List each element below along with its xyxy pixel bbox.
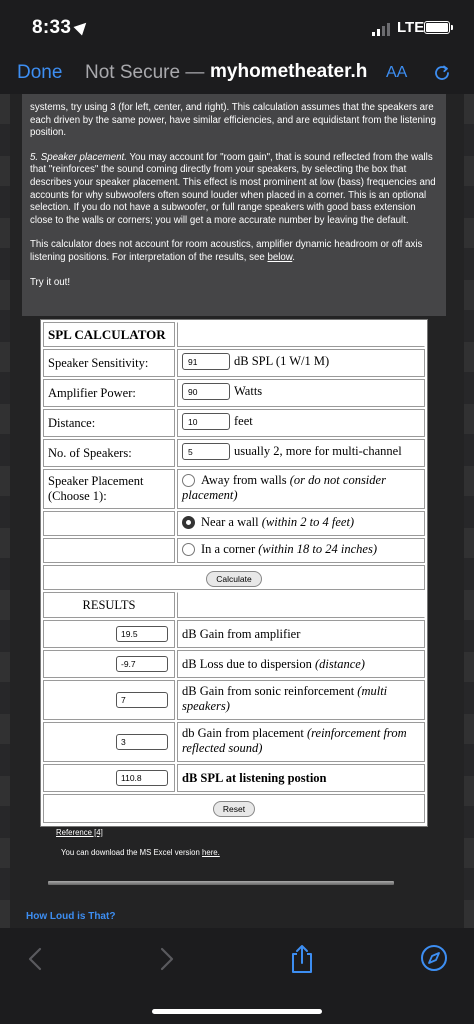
- wall-note: (within 2 to 4 feet): [261, 515, 355, 529]
- browser-toolbar: [0, 56, 474, 94]
- calc-title: SPL CALCULATOR: [43, 322, 175, 347]
- back-chevron-icon[interactable]: [25, 946, 45, 972]
- disclaimer-text: This calculator does not account for room acoustics, amplifier dynamic headroom or off axis listening positions. For interpretation of the results, see: [30, 239, 423, 263]
- placement-empty-1: [43, 511, 175, 536]
- away-note: (or do not consider placement): [182, 473, 386, 502]
- calc-title-spacer: [177, 322, 425, 347]
- results-header-row: [43, 592, 425, 618]
- speakers-input[interactable]: 5: [182, 443, 230, 460]
- divider: [48, 881, 394, 885]
- how-loud-link[interactable]: How Loud is That?: [26, 911, 116, 922]
- reset-row: [43, 794, 425, 823]
- download-here-link[interactable]: here.: [202, 848, 220, 857]
- away-label: Away from walls: [201, 473, 287, 487]
- placement-option-corner[interactable]: [177, 538, 425, 563]
- distance-label: Distance:: [43, 409, 175, 437]
- intro-paragraph-2: [30, 152, 438, 228]
- status-bar: [0, 0, 474, 56]
- reset-cell: [43, 794, 425, 823]
- dispersion-loss-note: (distance): [314, 656, 365, 671]
- network-type: LTE: [397, 19, 425, 36]
- result-row-dispersion: [43, 650, 425, 678]
- result-row-total: [43, 764, 425, 792]
- results-header-spacer: [177, 592, 425, 618]
- calculate-button[interactable]: Calculate: [206, 571, 261, 587]
- reference-link[interactable]: Reference [4]: [56, 828, 103, 837]
- distance-unit: feet: [234, 414, 253, 428]
- calc-title-row: [43, 322, 425, 347]
- placement-gain-label: db Gain from placement: [182, 726, 304, 740]
- calculate-cell: [43, 565, 425, 590]
- placement-row-wall: [43, 511, 425, 536]
- intro-panel: [22, 94, 446, 316]
- sensitivity-label: Speaker Sensitivity:: [43, 349, 175, 377]
- speaker-placement-text: You may account for "room gain", that is sound reflected from the walls that "reinforces" the sound coming directly from your speakers, by selecting the box that describes your speaker placement. This effect is most prominent at low (bass) frequencies and accounts for why subwoofers often sound louder when placed in a corner. This is an optional selection. If you do not have a subwoofer, or full range speakers with good bass extension close to the walls or corners; you will get a more accurate number by leaving the default.: [30, 151, 436, 226]
- battery-icon: [424, 21, 450, 34]
- placement-label: Speaker Placement (Choose 1):: [43, 469, 175, 509]
- sensitivity-input[interactable]: 91: [182, 353, 230, 370]
- reset-button[interactable]: Reset: [213, 801, 255, 817]
- power-label: Amplifier Power:: [43, 379, 175, 407]
- placement-row-away: [43, 469, 425, 509]
- spl-calculator-table: [40, 319, 428, 827]
- input-row-sensitivity: [43, 349, 425, 377]
- speaker-placement-heading: 5. Speaker placement.: [30, 151, 127, 163]
- placement-gain-output: 3: [116, 734, 168, 750]
- security-indicator: Not Secure —: [85, 62, 205, 83]
- reinforcement-gain-output: 7: [116, 692, 168, 708]
- speakers-label: No. of Speakers:: [43, 439, 175, 467]
- signal-bars-icon: [372, 22, 390, 36]
- download-text: [61, 848, 220, 857]
- result-value-cell-3: [43, 680, 175, 720]
- placement-option-away[interactable]: [177, 469, 425, 509]
- status-time: 8:33: [32, 17, 72, 38]
- result-value-cell-2: [43, 650, 175, 678]
- radio-away-icon[interactable]: [182, 474, 195, 487]
- amplifier-gain-output: 19.5: [116, 626, 168, 642]
- download-label: You can download the MS Excel version: [61, 848, 203, 857]
- placement-option-wall[interactable]: [177, 511, 425, 536]
- sensitivity-unit: dB SPL (1 W/1 M): [234, 354, 330, 368]
- intro-paragraph-3: [30, 239, 438, 264]
- distance-input[interactable]: 10: [182, 413, 230, 430]
- reader-aa-button[interactable]: AA: [386, 64, 408, 81]
- calculate-row: [43, 565, 425, 590]
- share-icon[interactable]: [288, 944, 316, 974]
- result-value-cell-1: [43, 620, 175, 648]
- reinforcement-gain-note: (multi speakers): [182, 684, 388, 713]
- dispersion-loss-label: dB Loss due to dispersion: [182, 656, 312, 671]
- total-spl-output: 110.8: [116, 770, 168, 786]
- result-row-reinforcement: [43, 680, 425, 720]
- intro-paragraph-1: systems, try using 3 (for left, center, and right). This calculation assumes that the speakers are each driven by the same power, have similar efficiencies, and are equidistant from the listening position.: [30, 102, 436, 139]
- placement-row-corner: [43, 538, 425, 563]
- url-host[interactable]: myhometheater.h: [210, 61, 368, 82]
- result-row-amplifier: [43, 620, 425, 648]
- try-it-out: Try it out!: [30, 276, 71, 288]
- compass-safari-icon[interactable]: [420, 944, 448, 972]
- amplifier-gain-label: dB Gain from amplifier: [182, 626, 301, 641]
- wall-label: Near a wall: [201, 515, 259, 529]
- home-indicator: [152, 1009, 322, 1014]
- below-link[interactable]: below: [267, 251, 293, 263]
- speakers-unit: usually 2, more for multi-channel: [234, 444, 402, 458]
- reload-icon[interactable]: [432, 63, 452, 83]
- input-row-speakers: [43, 439, 425, 467]
- corner-label: In a corner: [201, 542, 256, 556]
- input-row-power: [43, 379, 425, 407]
- result-row-placement: [43, 722, 425, 762]
- input-row-distance: [43, 409, 425, 437]
- results-title: RESULTS: [43, 592, 175, 618]
- forward-chevron-icon[interactable]: [157, 946, 177, 972]
- dispersion-loss-output: -9.7: [116, 656, 168, 672]
- web-page: [0, 94, 474, 928]
- result-value-cell-4: [43, 722, 175, 762]
- reinforcement-gain-label: dB Gain from sonic reinforcement: [182, 684, 355, 698]
- result-value-cell-5: [43, 764, 175, 792]
- location-arrow-icon: [74, 19, 91, 36]
- radio-wall-selected-icon[interactable]: [182, 516, 195, 529]
- done-button[interactable]: Done: [17, 62, 63, 83]
- total-spl-label: dB SPL at listening postion: [182, 770, 327, 785]
- corner-note: (within 18 to 24 inches): [258, 542, 378, 556]
- power-input[interactable]: 90: [182, 383, 230, 400]
- placement-empty-2: [43, 538, 175, 563]
- disclaimer-end: .: [292, 251, 295, 263]
- placement-gain-note: (reinforcement from reflected sound): [182, 726, 407, 755]
- radio-corner-icon[interactable]: [182, 543, 195, 556]
- power-unit: Watts: [234, 384, 263, 398]
